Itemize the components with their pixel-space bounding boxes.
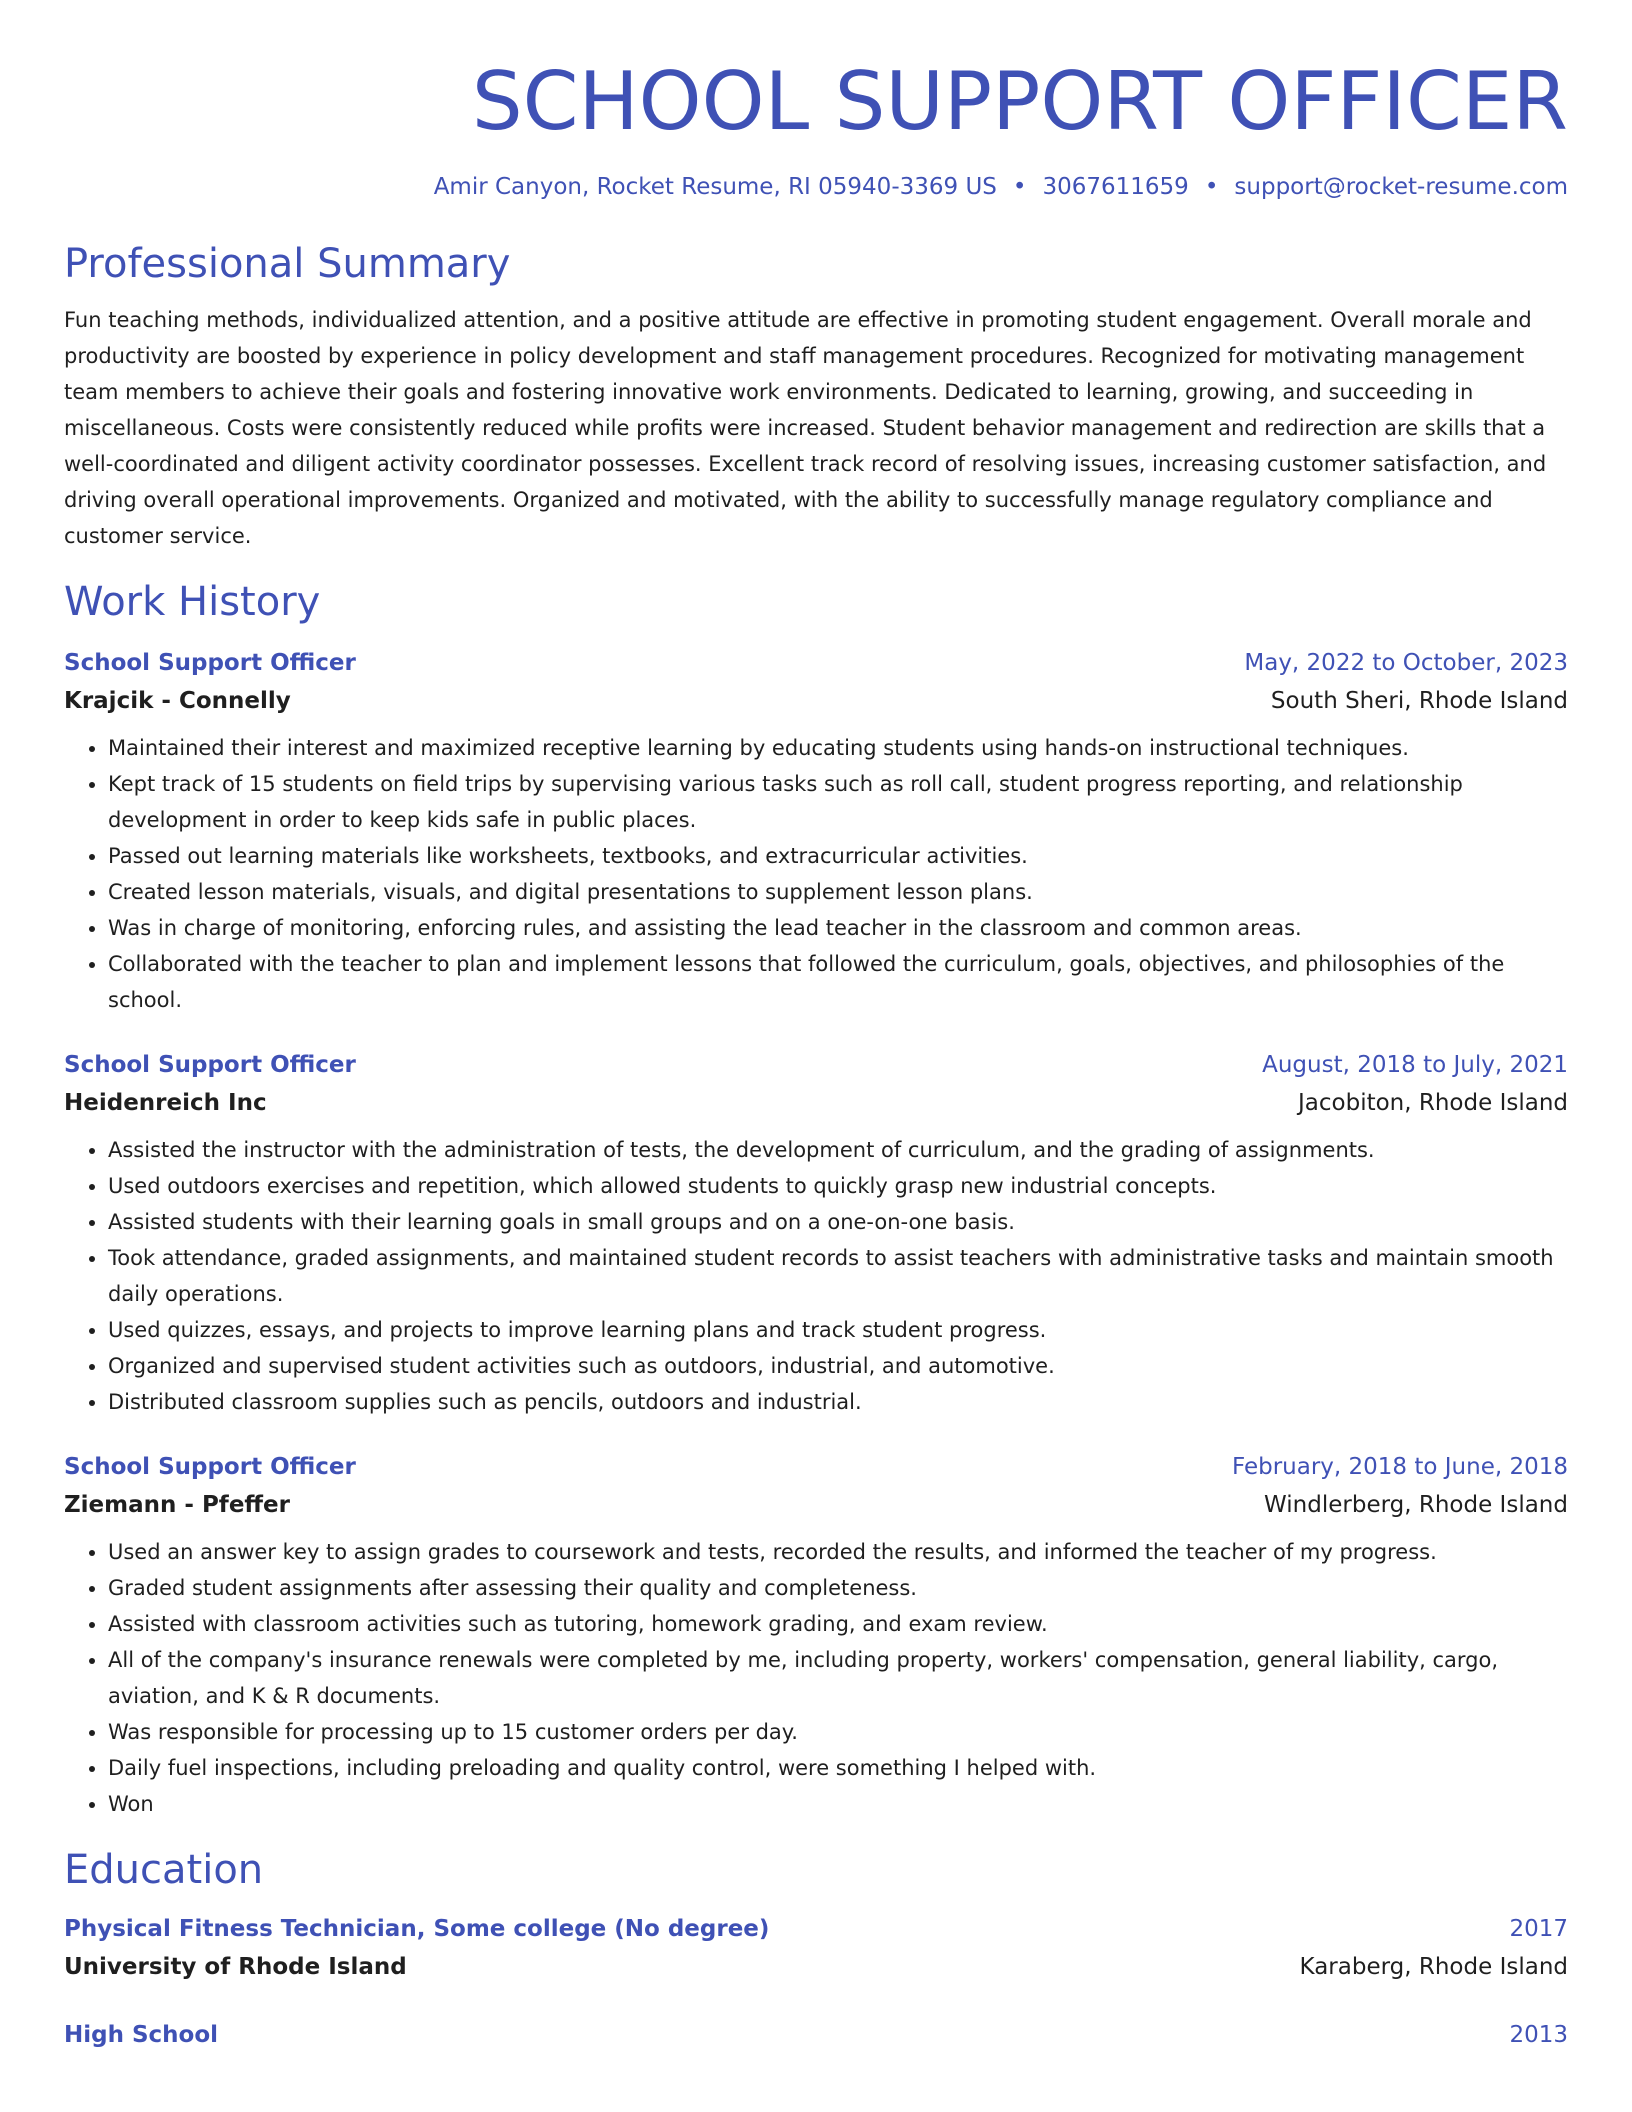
job-bullet: • Daily fuel inspections, including preloading and quality control, were something I helped with.	[108, 1750, 1568, 1786]
job-entry	[64, 644, 1568, 1018]
job-bullet: • Used an answer key to assign grades to coursework and tests, recorded the results, and informed the teacher of my progress.	[108, 1534, 1568, 1570]
contact-email: support@rocket-resume.com	[1234, 174, 1568, 200]
job-title: School Support Officer	[64, 650, 356, 676]
degree-name: Physical Fitness Technician, Some college (No degree)	[64, 1916, 770, 1942]
education-entry	[64, 2016, 1568, 2054]
job-dates: August, 2018 to July, 2021	[1262, 1052, 1568, 1078]
contact-phone: 3067611659	[1042, 174, 1189, 200]
job-bullet: • Assisted the instructor with the administration of tests, the development of curriculum, and the grading of assignments.	[108, 1132, 1568, 1168]
job-bullet: • Passed out learning materials like worksheets, textbooks, and extracurricular activities.	[108, 838, 1568, 874]
work-history-heading: Work History	[64, 579, 321, 625]
job-bullet: • Used outdoors exercises and repetition, which allowed students to quickly grasp new industrial concepts.	[108, 1168, 1568, 1204]
job-bullets	[64, 1534, 1568, 1822]
employer-name: Ziemann - Pfeffer	[64, 1492, 290, 1518]
job-location: Jacobiton, Rhode Island	[1298, 1090, 1568, 1116]
job-bullet: • Created lesson materials, visuals, and digital presentations to supplement lesson plans.	[108, 874, 1568, 910]
job-bullet: • Maintained their interest and maximized receptive learning by educating students using hands-on instructional techniques.	[108, 730, 1568, 766]
contact-line	[64, 174, 1568, 200]
work-history-section	[64, 576, 1568, 1822]
job-title: School Support Officer	[64, 1052, 356, 1078]
job-dates: May, 2022 to October, 2023	[1244, 650, 1568, 676]
school-name: University of Rhode Island	[64, 1954, 407, 1980]
education-heading: Education	[64, 1847, 264, 1893]
job-bullet: • Distributed classroom supplies such as pencils, outdoors and industrial.	[108, 1384, 1568, 1420]
job-bullet: • Was in charge of monitoring, enforcing rules, and assisting the lead teacher in the classroom and common areas.	[108, 910, 1568, 946]
summary-section	[64, 238, 1568, 554]
contact-separator: •	[1204, 174, 1219, 200]
job-location: South Sheri, Rhode Island	[1270, 688, 1568, 714]
employer-name: Krajcik - Connelly	[64, 688, 291, 714]
degree-name: High School	[64, 2022, 219, 2048]
job-bullet: • Graded student assignments after assessing their quality and completeness.	[108, 1570, 1568, 1606]
school-location: Karaberg, Rhode Island	[1299, 1954, 1568, 1980]
job-bullets	[64, 730, 1568, 1018]
resume-header	[64, 0, 1568, 200]
education-entry	[64, 1910, 1568, 1986]
job-bullet: • Organized and supervised student activities such as outdoors, industrial, and automotive.	[108, 1348, 1568, 1384]
job-bullet: • Assisted students with their learning goals in small groups and on a one-on-one basis.	[108, 1204, 1568, 1240]
job-bullet: • Won	[108, 1786, 1568, 1822]
job-bullet: • Assisted with classroom activities such as tutoring, homework grading, and exam review.	[108, 1606, 1568, 1642]
job-entry	[64, 1046, 1568, 1420]
job-bullet: • All of the company's insurance renewals were completed by me, including property, workers' compensation, general liability, cargo, aviation, and K & R documents.	[108, 1642, 1568, 1714]
education-year: 2013	[1509, 2022, 1568, 2048]
job-location: Windlerberg, Rhode Island	[1264, 1492, 1568, 1518]
job-bullet: • Kept track of 15 students on field trips by supervising various tasks such as roll call, student progress reporting, and relationship development in order to keep kids safe in public places.	[108, 766, 1568, 838]
education-section	[64, 1844, 1568, 2054]
job-title: School Support Officer	[64, 1454, 356, 1480]
resume-title: SCHOOL SUPPORT OFFICER	[471, 55, 1568, 148]
summary-heading: Professional Summary	[64, 241, 511, 287]
job-bullet: • Used quizzes, essays, and projects to improve learning plans and track student progress.	[108, 1312, 1568, 1348]
job-bullet: • Collaborated with the teacher to plan and implement lessons that followed the curriculum, goals, objectives, and philosophies of the school.	[108, 946, 1568, 1018]
summary-text: Fun teaching methods, individualized attention, and a positive attitude are effective in promoting student engagement. Overall morale and productivity are boosted by experience in policy development and staff management procedures. Recognized for motivating management team members to achieve their goals and fostering innovative work environments. Dedicated to learning, growing, and succeeding in miscellaneous. Costs were consistently reduced while profits were increased. Student behavior management and redirection are skills that a well-coordinated and diligent activity coordinator possesses. Excellent track record of resolving issues, increasing customer satisfaction, and driving overall operational improvements. Organized and motivated, with the ability to successfully manage regulatory compliance and customer service.	[64, 308, 1547, 548]
job-bullets	[64, 1132, 1568, 1420]
contact-separator: •	[1012, 174, 1027, 200]
contact-address: Amir Canyon, Rocket Resume, RI 05940-3369 US	[433, 174, 997, 200]
job-bullet: • Was responsible for processing up to 15 customer orders per day.	[108, 1714, 1568, 1750]
job-bullet: • Took attendance, graded assignments, and maintained student records to assist teachers with administrative tasks and maintain smooth daily operations.	[108, 1240, 1568, 1312]
job-entry	[64, 1448, 1568, 1822]
job-dates: February, 2018 to June, 2018	[1231, 1454, 1568, 1480]
employer-name: Heidenreich Inc	[64, 1090, 267, 1116]
education-year: 2017	[1509, 1916, 1568, 1942]
